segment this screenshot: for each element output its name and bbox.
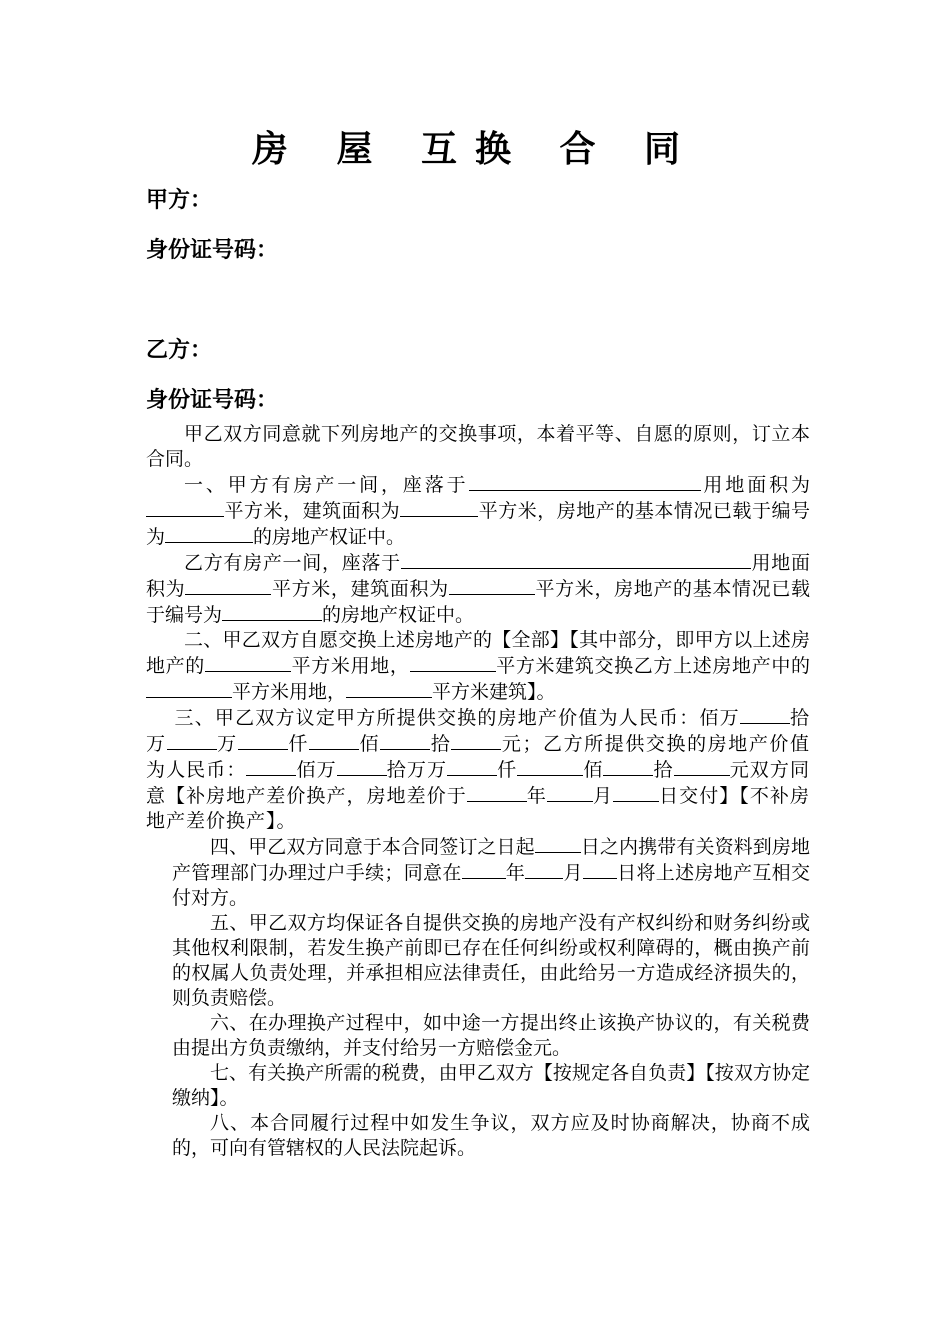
blank-field <box>222 602 322 621</box>
blank-field <box>462 860 506 879</box>
party-b-label: 乙方： <box>146 338 213 363</box>
blank-field <box>346 679 432 698</box>
blank-field <box>185 576 271 595</box>
blank-field <box>447 757 497 776</box>
blank-field <box>146 679 232 698</box>
blank-field <box>674 757 730 776</box>
blank-field <box>337 757 387 776</box>
page-title: 房 屋 互换 合 同 <box>251 129 699 170</box>
blank-field <box>309 731 359 750</box>
clause-1-party-a: 一、甲方有房产一间，座落于 用地面积为平方米，建筑面积为 平方米，房地产的基本情况已载于编号为 的房地产权证中。 <box>146 474 810 548</box>
clause-8: 八、本合同履行过程中如发生争议，双方应及时协商解决，协商不成的，可向有管辖权的人民法院起诉。 <box>172 1112 810 1159</box>
blank-field <box>165 524 253 543</box>
clause-4: 四、甲乙双方同意于本合同签订之日起 日之内携带有关资料到房地产管理部门办理过户手续；同意在 年 月 日将上述房地产互相交付对方。 <box>172 836 810 909</box>
party-b-id-label: 身份证号码： <box>146 388 279 413</box>
blank-field <box>613 783 659 802</box>
clause-7: 七、有关换产所需的税费，由甲乙双方【按规定各自负责】【按双方协定缴纳】。 <box>172 1062 810 1109</box>
clause-5: 五、甲乙双方均保证各自提供交换的房地产没有产权纠纷和财务纠纷或其他权利限制，若发生换产前即已存在任何纠纷或权利障碍的，概由换产前的权属人负责处理，并承担相应法律责任，由此给另一方造成经济损失的，则负责赔偿。 <box>172 912 810 1009</box>
party-a-id-label: 身份证号码： <box>146 238 279 263</box>
blank-field <box>449 576 535 595</box>
blank-field <box>467 783 527 802</box>
blank-field <box>246 757 296 776</box>
blank-field <box>535 834 581 853</box>
blank-field <box>740 705 790 724</box>
blank-field <box>146 498 224 517</box>
clause-3: 三、甲乙双方议定甲方所提供交换的房地产价值为人民币：佰万 拾万 万 仟 佰 拾 元；乙方所提供交换的房地产价值为人民币： 佰万 拾万万 仟 佰 拾 元双方同意【补房地产差价换产，房地差价于 年 月 日交付】【不补房地产差价换产】。 <box>146 707 810 832</box>
blank-field <box>547 783 593 802</box>
clause-2: 二、甲乙双方自愿交换上述房地产的【全部】【其中部分，即甲方以上述房地产的 平方米用地， 平方米建筑交换乙方上述房地产中的平方米用地， 平方米建筑】。 <box>146 629 810 703</box>
blank-field <box>525 860 563 879</box>
blank-field <box>603 757 653 776</box>
clause-1-party-b: 乙方有房产一间，座落于 用地面积为 平方米，建筑面积为 平方米，房地产的基本情况已载于编号为 的房地产权证中。 <box>146 552 810 626</box>
blank-field <box>517 757 583 776</box>
blank-field <box>238 731 288 750</box>
blank-field <box>583 860 617 879</box>
blank-field <box>451 731 501 750</box>
blank-field <box>401 550 751 569</box>
blank-field <box>205 653 291 672</box>
blank-field <box>400 498 478 517</box>
blank-field <box>410 653 496 672</box>
clause-intro: 甲乙双方同意就下列房地产的交换事项，本着平等、自愿的原则，订立本合同。 <box>146 423 810 470</box>
blank-field <box>380 731 430 750</box>
blank-field <box>469 472 701 491</box>
blank-field <box>167 731 217 750</box>
party-a-label: 甲方： <box>146 188 213 213</box>
clause-6: 六、在办理换产过程中，如中途一方提出终止该换产协议的，有关税费由提出方负责缴纳，并支付给另一方赔偿金元。 <box>172 1012 810 1059</box>
contract-body <box>146 422 810 1161</box>
